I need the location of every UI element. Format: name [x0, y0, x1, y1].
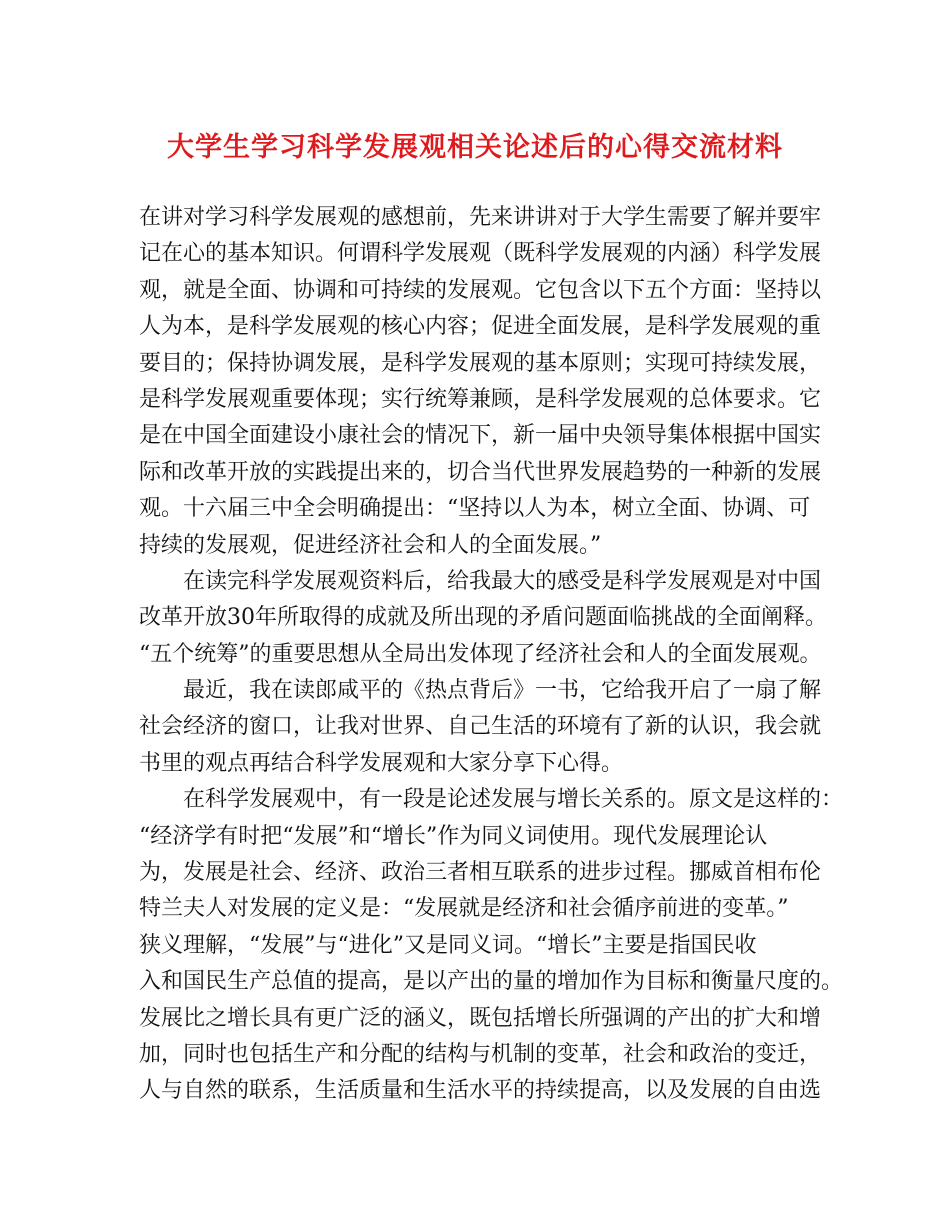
body-line: 是科学发展观重要体现；实行统筹兼顾，是科学发展观的总体要求。它	[139, 386, 822, 412]
body-line: 改革开放30年所取得的成就及所出现的矛盾问题面临挑战的全面阐释。	[139, 605, 827, 631]
body-line: “经济学有时把“发展”和“增长”作为同义词使用。现代发展理论认	[139, 823, 768, 849]
body-line: 加，同时也包括生产和分配的结构与机制的变革，社会和政治的变迁，	[139, 1041, 822, 1067]
body-line: 为，发展是社会、经济、政治三者相互联系的进步过程。挪威首相布伦	[139, 860, 822, 886]
body-line: 观，就是全面、协调和可持续的发展观。它包含以下五个方面：坚持以	[139, 277, 822, 303]
body-line: 在科学发展观中，有一段是论述发展与增长关系的。原文是这样的：	[139, 787, 844, 813]
body-line: 狭义理解，“发展”与“进化”又是同义词。“增长”主要是指国民收	[139, 932, 757, 958]
body-line: 在读完科学发展观资料后，给我最大的感受是科学发展观是对中国	[139, 568, 822, 594]
body-line: 人为本，是科学发展观的核心内容；促进全面发展，是科学发展观的重	[139, 314, 822, 340]
body-line: 是在中国全面建设小康社会的情况下，新一届中央领导集体根据中国实	[139, 423, 822, 449]
body-line: 社会经济的窗口，让我对世界、自己生活的环境有了新的认识，我会就	[139, 714, 822, 740]
body-line: 记在心的基本知识。何谓科学发展观（既科学发展观的内涵）科学发展	[139, 241, 822, 267]
body-line: “五个统筹”的重要思想从全局出发体现了经济社会和人的全面发展观。	[139, 641, 822, 667]
document-title: 大学生学习科学发展观相关论述后的心得交流材料	[167, 132, 783, 163]
body-line: 在讲对学习科学发展观的感想前，先来讲讲对于大学生需要了解并要牢	[139, 205, 822, 230]
body-line: 特兰夫人对发展的定义是：“发展就是经济和社会循序前进的变革。”	[139, 896, 789, 922]
body-line: 观。十六届三中全会明确提出：“坚持以人为本，树立全面、协调、可	[139, 496, 811, 522]
body-line: 人与自然的联系，生活质量和生活水平的持续提高，以及发展的自由选	[139, 1078, 822, 1104]
body-line: 书里的观点再结合科学发展观和大家分享下心得。	[139, 750, 624, 776]
body-line: 要目的；保持协调发展，是科学发展观的基本原则；实现可持续发展，	[139, 350, 822, 376]
document-body	[139, 200, 844, 1110]
body-line: 入和国民生产总值的提高，是以产出的量的增加作为目标和衡量尺度的。	[139, 969, 844, 995]
body-line: 际和改革开放的实践提出来的，切合当代世界发展趋势的一种新的发展	[139, 459, 822, 485]
body-line: 发展比之增长具有更广泛的涵义，既包括增长所强调的产出的扩大和增	[139, 1005, 822, 1031]
body-line: 持续的发展观，促进经济社会和人的全面发展。”	[139, 532, 602, 558]
body-line: 最近，我在读郎咸平的《热点背后》一书，它给我开启了一扇了解	[139, 678, 822, 704]
